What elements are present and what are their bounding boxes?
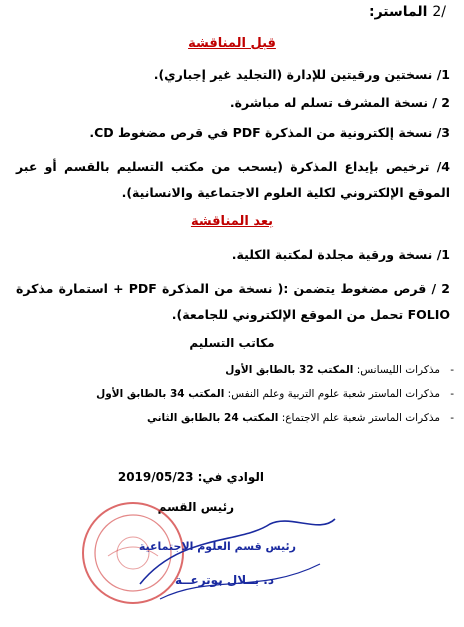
- before-item-3: 3/ نسخة إلكترونية من المذكرة PDF في قرص مضغوط CD.: [89, 125, 450, 140]
- office-item-2-text: مذكرات الماستر شعبة علوم التربية وعلم النفس:: [224, 388, 440, 400]
- before-defense-title: قبل المناقشة: [188, 36, 276, 51]
- after-item-2: 2 / قرص مضغوط يتضمن :( نسخة من المذكرة PDF + استمارة مذكرة FOLIO تحمل من الموقع الإلكتروني للجامعة).: [16, 281, 450, 322]
- signature-date: الوادي في: 2019/05/23: [117, 470, 264, 484]
- list-dash: -: [450, 388, 454, 400]
- offices-title: مكاتب التسليم: [189, 336, 275, 350]
- signature-department: رئيس قسم العلوم الاجتماعية: [138, 540, 296, 553]
- section-heading: [369, 4, 446, 20]
- after-item-1: 1/ نسخة ورقية مجلدة لمكتبة الكلية.: [231, 247, 450, 262]
- signature-chief-label: رئيس القسم: [157, 500, 234, 514]
- office-item-1: [14, 362, 454, 378]
- list-dash: -: [450, 412, 454, 424]
- before-item-1: 1/ نسختين ورقيتين للإدارة (التجليد غير إجباري).: [153, 67, 450, 82]
- list-dash: -: [450, 364, 454, 376]
- office-item-3-text: مذكرات الماستر شعبة علم الاجتماع:: [278, 412, 440, 424]
- section-number: /2: [432, 4, 446, 20]
- signature-name: د. بــلال بوترعــة: [175, 573, 274, 587]
- before-item-4: 4/ ترخيص بإيداع المذكرة (يسحب من مكتب التسليم بالقسم أو عبر الموقع الإلكتروني لكلية العلوم الاجتماعية والانسانية).: [16, 159, 450, 200]
- office-item-1-bold: المكتب 32 بالطابق الأول: [225, 364, 354, 376]
- office-item-1-text: مذكرات الليسانس:: [353, 364, 440, 376]
- office-item-3-bold: المكتب 24 بالطابق الثاني: [146, 412, 279, 424]
- section-title: الماستر:: [368, 4, 428, 20]
- after-defense-title: بعد المناقشة: [190, 214, 274, 229]
- before-item-2: 2 / نسخة المشرف تسلم له مباشرة.: [229, 95, 450, 110]
- handwritten-signature-icon: [120, 514, 350, 614]
- office-item-3: [14, 410, 454, 426]
- office-item-2: [14, 386, 454, 402]
- office-item-2-bold: المكتب 34 بالطابق الأول: [96, 388, 225, 400]
